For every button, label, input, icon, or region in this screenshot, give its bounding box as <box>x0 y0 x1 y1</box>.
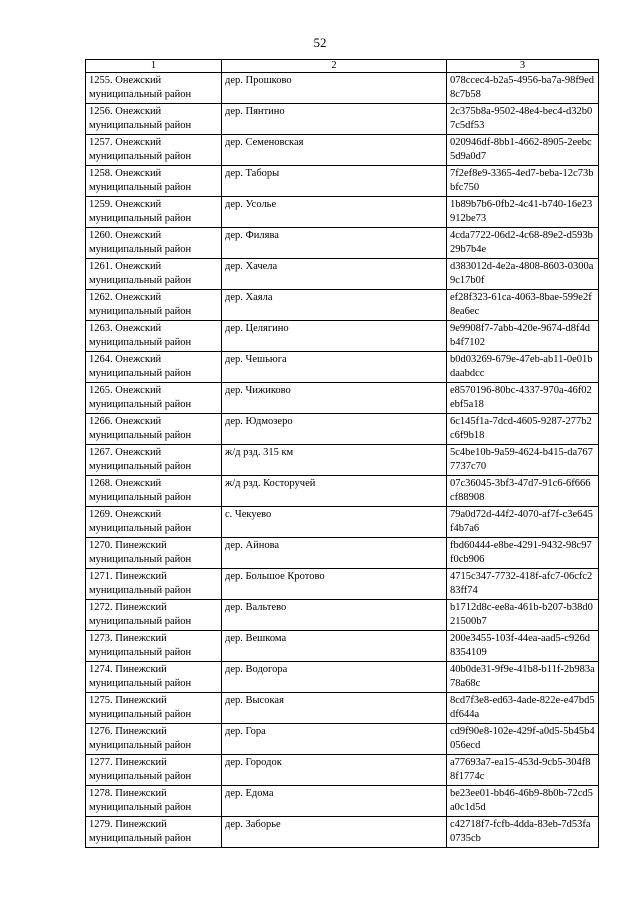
column-header-1: 1 <box>86 60 222 73</box>
settlement-name: дер. Семеновская <box>222 135 447 166</box>
row-number-district: 1277. Пинежский <box>89 757 167 768</box>
district-cell <box>86 817 222 848</box>
fias-code: b0d03269-679e-47eb-ab11-0e01bdaabdcc <box>447 352 599 383</box>
table-row <box>86 662 599 693</box>
row-number-district: 1271. Пинежский <box>89 571 167 582</box>
district-type: муниципальный район <box>89 89 192 100</box>
row-number-district: 1267. Онежский <box>89 447 162 458</box>
fias-code: 1b89b7b6-0fb2-4c41-b740-16e23912be73 <box>447 197 599 228</box>
table-row <box>86 600 599 631</box>
fias-code: 6c145f1a-7dcd-4605-9287-277b2c6f9b18 <box>447 414 599 445</box>
fias-code: c42718f7-fcfb-4dda-83eb-7d53fa0735cb <box>447 817 599 848</box>
fias-code: 8cd7f3e8-ed63-4ade-822e-e47bd5df644a <box>447 693 599 724</box>
settlement-name: дер. Чижиково <box>222 383 447 414</box>
row-number-district: 1264. Онежский <box>89 354 162 365</box>
row-number-district: 1268. Онежский <box>89 478 162 489</box>
table-row <box>86 166 599 197</box>
table-row <box>86 352 599 383</box>
row-number-district: 1265. Онежский <box>89 385 162 396</box>
fias-code: d383012d-4e2a-4808-8603-0300a9c17b0f <box>447 259 599 290</box>
table-row <box>86 197 599 228</box>
table-row <box>86 259 599 290</box>
district-type: муниципальный район <box>89 709 192 720</box>
table-row <box>86 135 599 166</box>
settlement-name: дер. Городок <box>222 755 447 786</box>
settlement-name: дер. Хачела <box>222 259 447 290</box>
page-number: 52 <box>313 35 327 50</box>
district-type: муниципальный район <box>89 399 192 410</box>
row-number-district: 1262. Онежский <box>89 292 162 303</box>
district-type: муниципальный район <box>89 523 192 534</box>
district-cell <box>86 414 222 445</box>
settlement-name: дер. Пянтино <box>222 104 447 135</box>
row-number-district: 1263. Онежский <box>89 323 162 334</box>
district-cell <box>86 197 222 228</box>
settlement-name: дер. Айнова <box>222 538 447 569</box>
district-cell <box>86 321 222 352</box>
district-type: муниципальный район <box>89 647 192 658</box>
district-type: муниципальный район <box>89 554 192 565</box>
district-cell <box>86 476 222 507</box>
district-cell <box>86 507 222 538</box>
row-number-district: 1270. Пинежский <box>89 540 167 551</box>
table-row <box>86 73 599 104</box>
table-row <box>86 476 599 507</box>
district-cell <box>86 538 222 569</box>
settlement-name: дер. Заборье <box>222 817 447 848</box>
settlement-name: дер. Водогора <box>222 662 447 693</box>
settlement-name: дер. Юдмозеро <box>222 414 447 445</box>
row-number-district: 1255. Онежский <box>89 75 162 86</box>
district-cell <box>86 166 222 197</box>
row-number-district: 1273. Пинежский <box>89 633 167 644</box>
district-cell <box>86 786 222 817</box>
district-type: муниципальный район <box>89 802 192 813</box>
row-number-district: 1274. Пинежский <box>89 664 167 675</box>
table-row <box>86 414 599 445</box>
district-type: муниципальный район <box>89 430 192 441</box>
table-row <box>86 693 599 724</box>
fias-code: 020946df-8bb1-4662-8905-2eebc5d9a0d7 <box>447 135 599 166</box>
settlement-name: дер. Усолье <box>222 197 447 228</box>
table-row <box>86 755 599 786</box>
settlement-name: с. Чекуево <box>222 507 447 538</box>
district-cell <box>86 135 222 166</box>
settlement-name: дер. Большое Кротово <box>222 569 447 600</box>
header-row <box>86 60 599 73</box>
district-cell <box>86 600 222 631</box>
fias-code: 5c4be10b-9a59-4624-b415-da7677737c70 <box>447 445 599 476</box>
district-type: муниципальный район <box>89 244 192 255</box>
fias-code: 2c375b8a-9502-48e4-bec4-d32b07c5df53 <box>447 104 599 135</box>
district-cell <box>86 662 222 693</box>
table-row <box>86 321 599 352</box>
row-number-district: 1278. Пинежский <box>89 788 167 799</box>
table-row <box>86 104 599 135</box>
district-cell <box>86 755 222 786</box>
district-cell <box>86 352 222 383</box>
table-row <box>86 290 599 321</box>
table-row <box>86 383 599 414</box>
settlement-name: ж/д рзд. 315 км <box>222 445 447 476</box>
settlement-name: дер. Вальтево <box>222 600 447 631</box>
fias-code: fbd60444-e8be-4291-9432-98c97f0cb906 <box>447 538 599 569</box>
district-type: муниципальный район <box>89 678 192 689</box>
district-type: муниципальный район <box>89 616 192 627</box>
fias-code: 07c36045-3bf3-47d7-91c6-6f666cf88908 <box>447 476 599 507</box>
district-cell <box>86 724 222 755</box>
row-number-district: 1272. Пинежский <box>89 602 167 613</box>
fias-code: be23ee01-bb46-46b9-8b0b-72cd5a0c1d5d <box>447 786 599 817</box>
table-row <box>86 631 599 662</box>
district-type: муниципальный район <box>89 740 192 751</box>
row-number-district: 1261. Онежский <box>89 261 162 272</box>
district-cell <box>86 73 222 104</box>
settlement-name: дер. Хаяла <box>222 290 447 321</box>
row-number-district: 1275. Пинежский <box>89 695 167 706</box>
row-number-district: 1260. Онежский <box>89 230 162 241</box>
settlement-name: дер. Высокая <box>222 693 447 724</box>
fias-code: 078ccec4-b2a5-4956-ba7a-98f9ed8c7b58 <box>447 73 599 104</box>
fias-code: 7f2ef8e9-3365-4ed7-beba-12c73bbfc750 <box>447 166 599 197</box>
fias-code: 9e9908f7-7abb-420e-9674-d8f4db4f7102 <box>447 321 599 352</box>
row-number-district: 1276. Пинежский <box>89 726 167 737</box>
district-type: муниципальный район <box>89 306 192 317</box>
settlement-name: дер. Вешкома <box>222 631 447 662</box>
district-cell <box>86 228 222 259</box>
district-cell <box>86 383 222 414</box>
fias-code: e8570196-80bc-4337-970a-46f02ebf5a18 <box>447 383 599 414</box>
table-row <box>86 228 599 259</box>
district-type: муниципальный район <box>89 368 192 379</box>
fias-code: 40b0de31-9f9e-41b8-b11f-2b983a78a68c <box>447 662 599 693</box>
settlement-name: дер. Гора <box>222 724 447 755</box>
table-body <box>86 73 599 848</box>
settlement-name: дер. Целягино <box>222 321 447 352</box>
settlement-name: дер. Чешьюга <box>222 352 447 383</box>
row-number-district: 1269. Онежский <box>89 509 162 520</box>
district-cell <box>86 631 222 662</box>
district-cell <box>86 290 222 321</box>
district-type: муниципальный район <box>89 337 192 348</box>
district-type: муниципальный район <box>89 182 192 193</box>
district-cell <box>86 259 222 290</box>
table-row <box>86 538 599 569</box>
fias-code: a77693a7-ea15-453d-9cb5-304f88f1774c <box>447 755 599 786</box>
table-row <box>86 507 599 538</box>
district-cell <box>86 569 222 600</box>
table-row <box>86 445 599 476</box>
row-number-district: 1257. Онежский <box>89 137 162 148</box>
row-number-district: 1258. Онежский <box>89 168 162 179</box>
district-type: муниципальный район <box>89 492 192 503</box>
table-row <box>86 817 599 848</box>
district-cell <box>86 104 222 135</box>
settlement-name: дер. Едома <box>222 786 447 817</box>
district-type: муниципальный район <box>89 833 192 844</box>
fias-code: 200e3455-103f-44ea-aad5-c926d8354109 <box>447 631 599 662</box>
settlement-name: дер. Филява <box>222 228 447 259</box>
table-row <box>86 569 599 600</box>
row-number-district: 1256. Онежский <box>89 106 162 117</box>
row-number-district: 1259. Онежский <box>89 199 162 210</box>
table-row <box>86 786 599 817</box>
district-cell <box>86 693 222 724</box>
settlement-name: дер. Таборы <box>222 166 447 197</box>
row-number-district: 1279. Пинежский <box>89 819 167 830</box>
fias-code: b1712d8c-ee8a-461b-b207-b38d021500b7 <box>447 600 599 631</box>
district-type: муниципальный район <box>89 151 192 162</box>
table-row <box>86 724 599 755</box>
settlements-table <box>85 59 599 848</box>
fias-code: 4cda7722-06d2-4c68-89e2-d593b29b7b4e <box>447 228 599 259</box>
district-type: муниципальный район <box>89 585 192 596</box>
settlement-name: дер. Прошково <box>222 73 447 104</box>
district-type: муниципальный район <box>89 120 192 131</box>
row-number-district: 1266. Онежский <box>89 416 162 427</box>
column-header-2: 2 <box>222 60 447 73</box>
district-type: муниципальный район <box>89 771 192 782</box>
column-header-3: 3 <box>447 60 599 73</box>
district-type: муниципальный район <box>89 213 192 224</box>
fias-code: 4715c347-7732-418f-afc7-06cfc283ff74 <box>447 569 599 600</box>
district-type: муниципальный район <box>89 275 192 286</box>
fias-code: cd9f90e8-102e-429f-a0d5-5b45b4056ecd <box>447 724 599 755</box>
fias-code: ef28f323-61ca-4063-8bae-599e2f8ea6ec <box>447 290 599 321</box>
settlement-name: ж/д рзд. Косторучей <box>222 476 447 507</box>
fias-code: 79a0d72d-44f2-4070-af7f-c3e645f4b7a6 <box>447 507 599 538</box>
district-cell <box>86 445 222 476</box>
district-type: муниципальный район <box>89 461 192 472</box>
